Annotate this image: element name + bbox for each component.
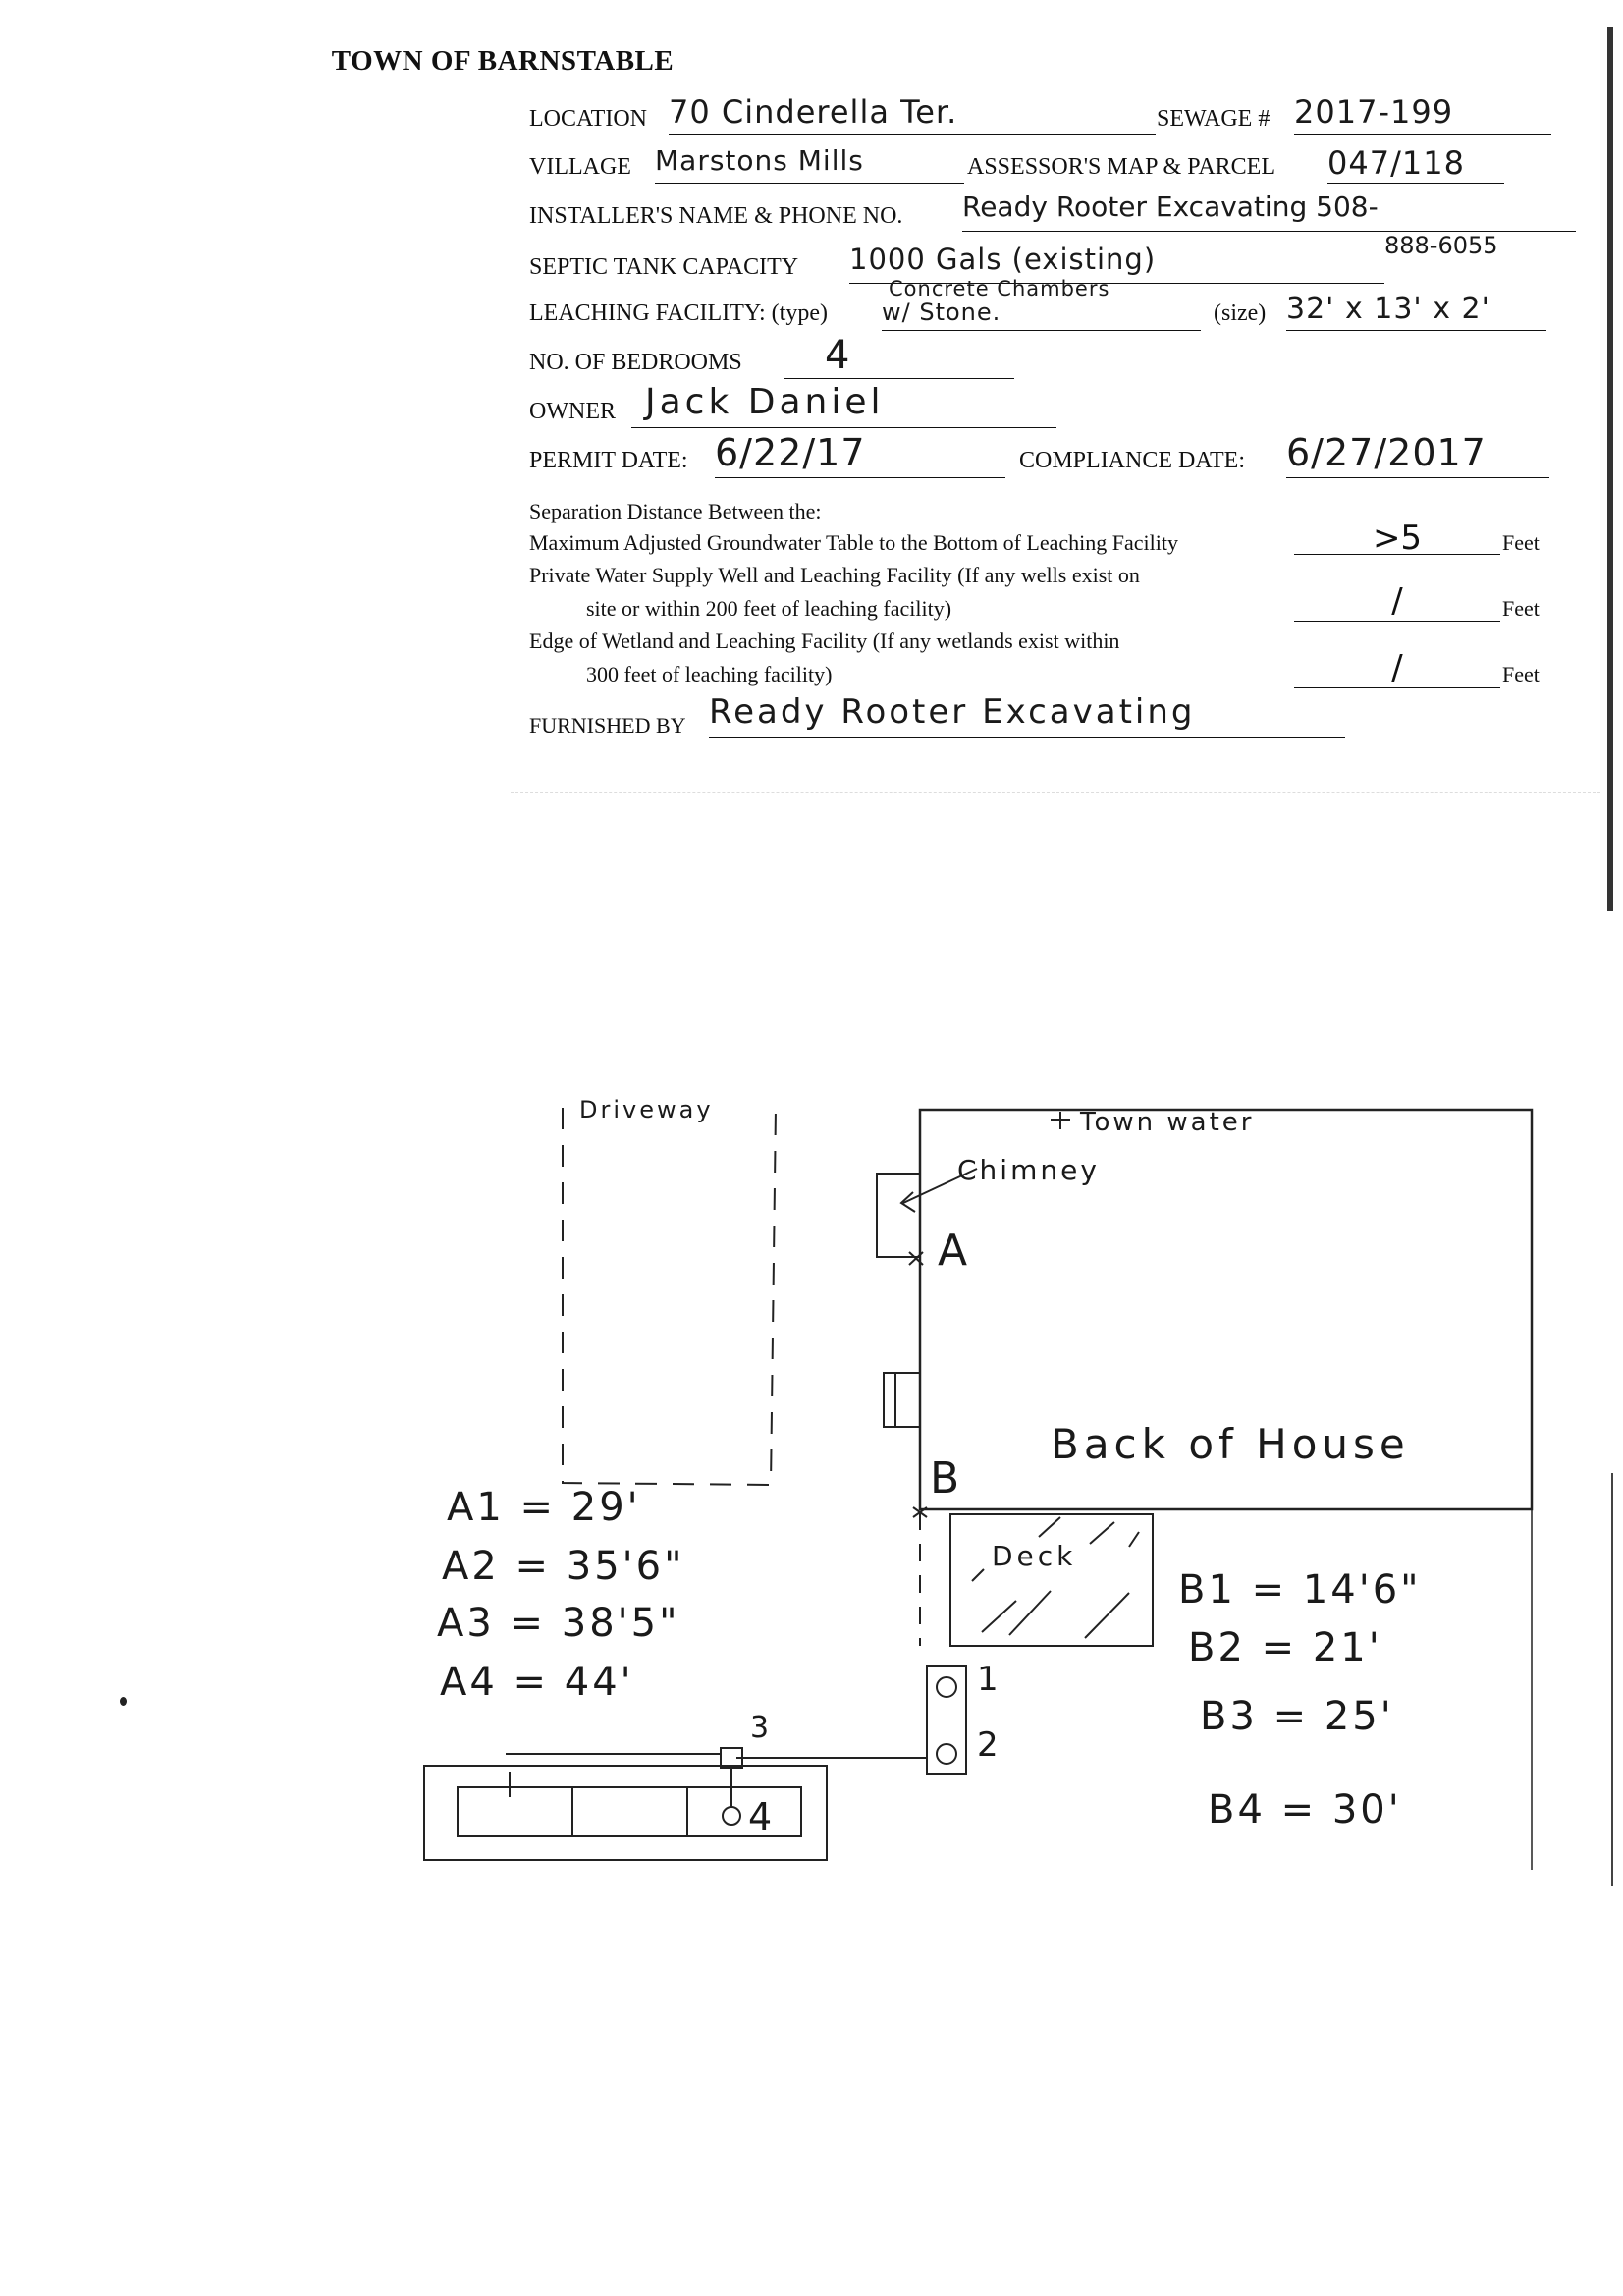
deck-label: Deck [992, 1540, 1077, 1572]
furnished-field: Ready Rooter Excavating [709, 695, 1345, 738]
sep1-field: >5 [1294, 519, 1500, 555]
size-field: 32' x 13' x 2' [1286, 295, 1546, 331]
bedrooms-label: NO. OF BEDROOMS [529, 350, 742, 375]
measurement-b4: B4 = 30' [1208, 1787, 1402, 1832]
sep2-unit: Feet [1502, 596, 1540, 621]
owner-label: OWNER [529, 399, 616, 424]
tank-label: SEPTIC TANK CAPACITY [529, 254, 799, 280]
assessor-field: 047/118 [1327, 147, 1504, 184]
leaching-label: LEACHING FACILITY: (type) [529, 301, 828, 326]
chimney-label: Chimney [957, 1154, 1100, 1186]
furnished-label: FURNISHED BY [529, 713, 686, 738]
septic-tank-box [927, 1666, 966, 1774]
separation-heading: Separation Distance Between the: [529, 499, 822, 523]
measurement-b2: B2 = 21' [1188, 1625, 1382, 1670]
chimney [877, 1174, 920, 1257]
leaching-type-field: w/ Stone. [882, 301, 1201, 331]
measurement-a4: A4 = 44' [440, 1660, 634, 1705]
measurement-b1: B1 = 14'6" [1178, 1567, 1422, 1613]
leaching-type-line1: Concrete Chambers [889, 277, 1110, 301]
driveway-outline [563, 1108, 776, 1485]
sewage-label: SEWAGE # [1157, 106, 1271, 132]
owner-field: Jack Daniel [631, 385, 1056, 428]
location-label: LOCATION [529, 106, 647, 132]
page-title: TOWN OF BARNSTABLE [331, 45, 675, 77]
permit-label: PERMIT DATE: [529, 448, 688, 473]
point-a-label: A [938, 1226, 968, 1276]
bedrooms-field: 4 [784, 336, 1014, 379]
sep2-text-a: Private Water Supply Well and Leaching Facility (If any wells exist on [529, 563, 1140, 587]
sep1-unit: Feet [1502, 530, 1540, 555]
measurement-a2: A2 = 35'6" [442, 1544, 685, 1589]
structure-1-label: 1 [977, 1660, 999, 1699]
sep1-text: Maximum Adjusted Groundwater Table to the Bottom of Leaching Facility [529, 530, 1178, 555]
sewage-field: 2017-199 [1294, 96, 1551, 135]
sep3-field: / [1294, 648, 1500, 688]
compliance-field: 6/27/2017 [1286, 434, 1549, 478]
sep2-field: / [1294, 581, 1500, 622]
structure-4-label: 4 [748, 1795, 773, 1838]
village-field: Marstons Mills [655, 147, 964, 184]
size-label: (size) [1214, 301, 1267, 326]
compliance-label: COMPLIANCE DATE: [1019, 448, 1246, 473]
structure-1 [937, 1677, 956, 1697]
measurement-a1: A1 = 29' [447, 1485, 641, 1530]
measurement-b3: B3 = 25' [1200, 1694, 1394, 1739]
installer-phone: 888-6055 [1384, 232, 1498, 259]
village-label: VILLAGE [529, 154, 631, 180]
measurement-a3: A3 = 38'5" [437, 1601, 680, 1646]
location-field: 70 Cinderella Ter. [669, 96, 1156, 135]
permit-field: 6/22/17 [715, 434, 1005, 478]
structure-3-label: 3 [750, 1711, 770, 1745]
structure-4 [723, 1807, 740, 1825]
point-b-label: B [930, 1453, 960, 1503]
bay-window [884, 1373, 920, 1427]
sep3-unit: Feet [1502, 662, 1540, 686]
deck-outline [950, 1514, 1153, 1646]
sep3-text-b: 300 feet of leaching facility) [586, 662, 833, 686]
sep3-text-a: Edge of Wetland and Leaching Facility (If any wetlands exist within [529, 629, 1120, 653]
driveway-label: Driveway [579, 1096, 714, 1123]
structure-2-label: 2 [977, 1725, 999, 1765]
assessor-label: ASSESSOR'S MAP & PARCEL [967, 154, 1276, 180]
sep2-text-b: site or within 200 feet of leaching facility) [586, 596, 952, 621]
installer-label: INSTALLER'S NAME & PHONE NO. [529, 203, 903, 229]
installer-field: Ready Rooter Excavating 508- [962, 193, 1576, 232]
house-label: Back of House [1051, 1420, 1410, 1468]
tank-field: 1000 Gals (existing) [849, 246, 1384, 284]
town-water-label: Town water [1080, 1108, 1255, 1137]
structure-2 [937, 1744, 956, 1764]
